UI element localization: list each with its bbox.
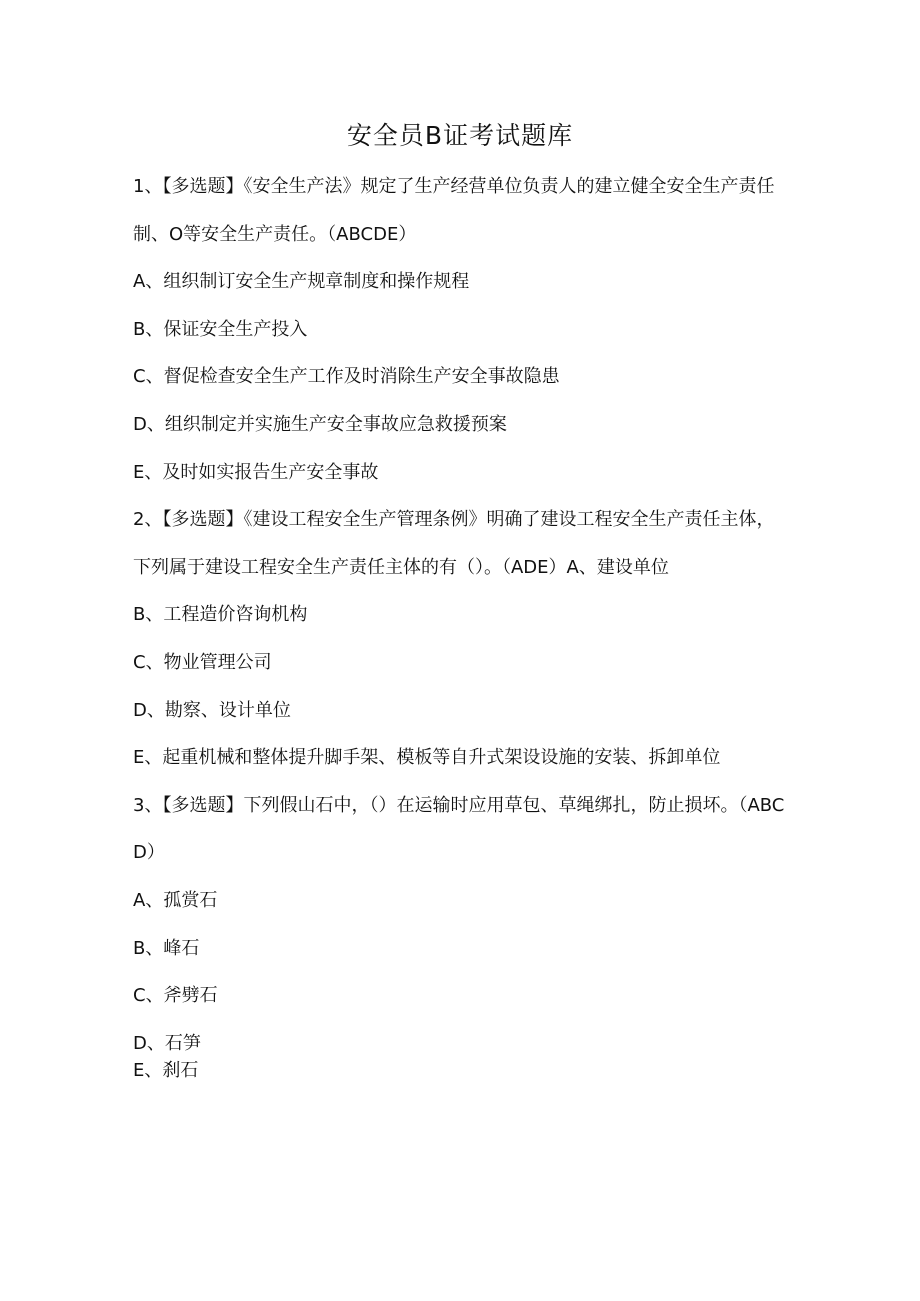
question-1-option-b: B、保证安全生产投入 bbox=[133, 318, 308, 340]
question-2-option-c: C、物业管理公司 bbox=[133, 651, 272, 673]
question-1-option-c: C、督促检查安全生产工作及时消除生产安全事故隐患 bbox=[133, 366, 560, 388]
document-title: 安全员B证考试题库 bbox=[346, 121, 574, 150]
question-1-option-e: E、及时如实报告生产安全事故 bbox=[133, 461, 379, 483]
question-1-stem: 1、【多选题】《安全生产法》规定了生产经营单位负责人的建立健全安全生产责任制、O等安全生产责任。（ABCDE） bbox=[133, 176, 775, 245]
question-1-option-a: A、组织制订安全生产规章制度和操作规程 bbox=[133, 271, 470, 293]
question-2-option-b: B、工程造价咨询机构 bbox=[133, 604, 308, 626]
question-3-option-a: A、孤赏石 bbox=[133, 889, 218, 911]
document-body bbox=[133, 163, 788, 1084]
question-2-option-d: D、勘察、设计单位 bbox=[133, 699, 291, 721]
question-3-option-b: B、峰石 bbox=[133, 937, 200, 959]
question-3-option-d: D、石笋 bbox=[133, 1032, 201, 1054]
question-2-stem: 2、【多选题】《建设工程安全生产管理条例》明确了建设工程安全生产责任主体，下列属于建设工程安全生产责任主体的有（）。（ADE）A、建设单位 bbox=[133, 509, 775, 578]
question-1-option-d: D、组织制定并实施生产安全事故应急救援预案 bbox=[133, 413, 507, 435]
question-3-stem: 3、【多选题】下列假山石中，（）在运输时应用草包、草绳绑扎，防止损坏。（ABCD） bbox=[133, 794, 785, 864]
question-3-option-c: C、斧劈石 bbox=[133, 985, 218, 1007]
question-3-option-e: E、刹石 bbox=[133, 1059, 199, 1081]
question-2-option-e: E、起重机械和整体提升脚手架、模板等自升式架设设施的安装、拆卸单位 bbox=[133, 747, 721, 769]
